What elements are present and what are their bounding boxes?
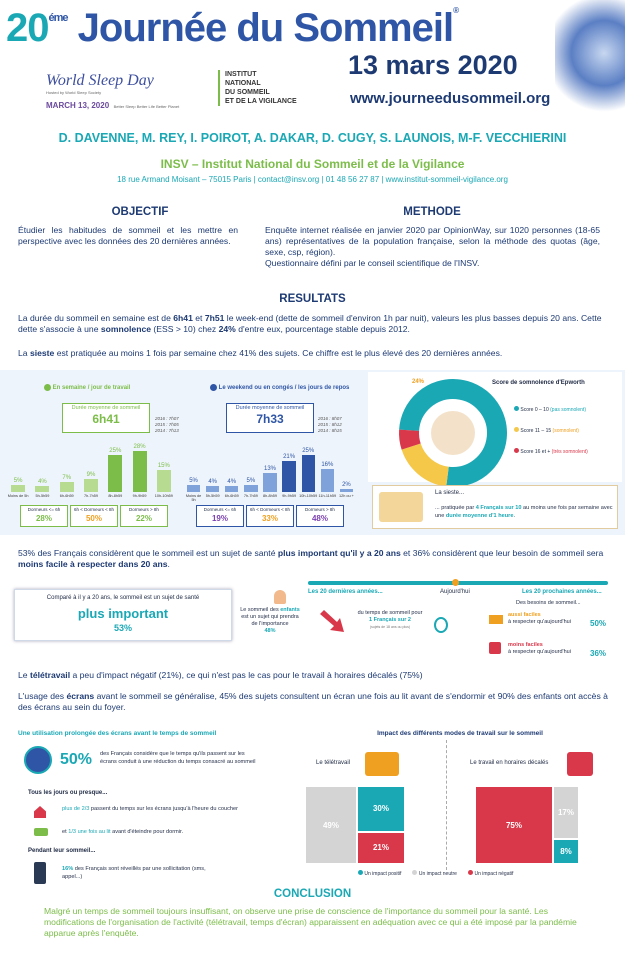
ecrans-paragraph: L'usage des écrans avant le sommeil se généralise, 45% des sujets consultent un écran une fois au lit avant de s'endormir et 90% des enfants ont accès à des écrans au sein du foyer. [18, 691, 608, 712]
weekend-history: 2016 : 8h07 2015 : 8h12 2014 : 8h15 [318, 416, 342, 433]
donut-slice [409, 430, 411, 446]
impact-neutral-segment: 17% [554, 787, 578, 838]
screens-row2: et 1/3 une fois au lit avant d'éteindre pour dormir. [62, 829, 184, 835]
impact-dec-label: Le travail en horaires décalés [470, 760, 549, 766]
screens-pct-text: des Français considère que le temps qu'ils passent sur les écrans conduit à une réduction du temps consacré au sommeil [100, 751, 256, 765]
week-history: 2016 : 7h07 2015 : 7h05 2014 : 7h13 [155, 416, 179, 433]
screens-row1: plus de 2/3 passent du temps sur les écrans jusqu'à l'heure du coucher [62, 806, 238, 812]
bar [60, 482, 74, 492]
bar-category-label: 11h-11h59 [318, 494, 337, 498]
epworth-legend-item: Score 16 et + (très somnolent) [514, 448, 624, 455]
weekend-categories [184, 494, 356, 500]
week-group-mid: 6h < Dormeurs < 8h 50% [70, 505, 118, 527]
week-groups [20, 505, 168, 527]
laptop-worker-icon [365, 752, 399, 776]
sleeping-face-illustration [555, 0, 625, 118]
bar-value-label: 2% [342, 482, 351, 489]
bar-value-label: 25% [109, 448, 122, 455]
resultats-title: RESULTATS [279, 293, 346, 305]
bar [302, 455, 315, 492]
bed-icon [34, 828, 48, 836]
grey-dot-icon [412, 870, 417, 875]
week-group-short: Dormeurs <= 6h 28% [20, 505, 68, 527]
week-categories [6, 494, 176, 500]
blue-dot-icon [210, 384, 217, 391]
smartphone-icon [34, 862, 46, 884]
teletravail-paragraph: Le télétravail a peu d'impact négatif (21%), ce qui n'est pas le cas pour le travail à horaires décalés (75%) [18, 670, 423, 680]
bar-value-label: 25% [302, 448, 315, 455]
bar-category-label: 6h-6h59 [59, 494, 74, 498]
thumbs-down-icon [489, 642, 501, 654]
conclusion-text: Malgré un temps de sommeil toujours insuffisant, on observe une prise de conscience de l'importance du sommeil pour la santé. Les modifications de l'organisation de l'activité (télétravail, temps d'écran) apparaissent en adéquation avec ce qui a été imposé par la pandémie apparue après l'enquête. [44, 906, 577, 938]
impact-tele-label: Le télétravail [316, 760, 351, 766]
event-date: 13 mars 2020 [348, 50, 518, 80]
bar-category-label: 12h ou + [338, 494, 354, 498]
event-title: $20^{éme}$ Journée du Sommeil® [6, 6, 458, 50]
bar-category-label: 10h-10h59 [154, 494, 173, 498]
timeline-past: Les 20 dernières années... [308, 589, 383, 595]
impact-title: Impact des différents modes de travail sur le sommeil [377, 730, 543, 737]
bar [206, 486, 219, 492]
weekend-legend: Le weekend ou en congés / les jours de repos [210, 384, 349, 392]
epworth-donut-chart [395, 375, 511, 491]
bar-value-label: 4% [38, 479, 47, 486]
objectif-text: Étudier les habitudes de sommeil et les mettre en perspective avec les données des 20 dernières années. [18, 225, 238, 246]
bar-value-label: 28% [133, 443, 146, 450]
bar-value-label: 4% [208, 479, 217, 486]
compare-box: Comparé à il y a 20 ans, le sommeil est un sujet de santé plus important 53% [14, 589, 232, 641]
impact-neutral-segment: 49% [306, 787, 356, 863]
screens-pct: 50% [60, 751, 93, 768]
methode-text: Enquête internet réalisée en janvier 2020 par OpinionWay, sur 1020 personnes (18-65 ans) représentatives de la population française, selon la méthode des quotas (âge, sexe, csp, région). Questionnaire défini par le conseil scientifique de l'INSV. [265, 225, 600, 268]
impact-divider [446, 740, 447, 870]
bar-category-label: Moins de 5h [185, 494, 202, 502]
bar-category-label: 10h-10h59 [299, 494, 318, 498]
bar-value-label: 15% [157, 463, 170, 469]
timeline-today-marker [452, 579, 459, 586]
bar [263, 473, 276, 492]
bar-value-label: 5% [246, 477, 256, 484]
sleeper-face-icon [431, 411, 475, 455]
bar-value-label: 16% [321, 461, 334, 468]
bar-value-label: 13% [263, 465, 276, 472]
week-bar-chart [6, 440, 176, 492]
clock-icon [434, 617, 448, 633]
epworth-legend-item: Score 0 – 10 (pas somnolent) [514, 406, 624, 413]
event-url: www.journeedusommeil.org [350, 90, 551, 107]
address: 18 rue Armand Moisant – 75015 Paris | contact@insv.org | 01 48 56 27 87 | www.institut-sommeil-vigilance.org [117, 175, 508, 184]
bar-category-label: 9h-9h59 [282, 494, 297, 498]
authors: D. DAVENNE, M. REY, I. POIROT, A. DAKAR, D. CUGY, S. LAUNOIS, M-F. VECCHIERINI [58, 131, 567, 145]
bar [282, 461, 295, 492]
bar-value-label: 9% [86, 471, 96, 478]
red-dot-icon [468, 870, 473, 875]
epworth-legend-item: Score 11 – 15 (somnolent) [514, 427, 624, 434]
resultats-p2: La sieste est pratiquée au moins 1 fois par semaine chez 41% des sujets. Ce chiffre est le plus élevé des 20 dernières années. [18, 348, 503, 358]
besoins-title: Des besoins de sommeil... [516, 600, 581, 606]
timeline-now: Aujourd'hui [440, 589, 470, 595]
besoins-hard: moins faciles à respecter qu'aujourd'hui [508, 642, 571, 655]
bar-category-label: 7h-7h59 [84, 494, 98, 498]
house-icon [34, 806, 46, 818]
timeline-future: Les 20 prochaines années... [522, 589, 602, 595]
besoins-hard-value: 36% [590, 649, 607, 658]
bar [133, 451, 147, 492]
resultats-p1: La durée du sommeil en semaine est de 6h41 et 7h51 le week-end (dette de sommeil d'environ 1h par nuit), valeurs les plus basses depuis 20 ans. Cette dette s'associe à une somnolence (ESS > 10) chez 24% d'entre eux, pourcentage stable depuis 2012. [18, 313, 602, 334]
bar [321, 469, 334, 492]
screens-row3: 16% des Français sont réveillés par une sollicitation (sms, appel...) [62, 866, 206, 880]
bar [187, 485, 200, 492]
green-dot-icon [44, 384, 51, 391]
insv-logo: INSTITUT NATIONAL DU SOMMEIL ET DE LA VIGILANCE [218, 70, 338, 106]
week-avg-box: Durée moyenne de sommeil 6h41 [62, 403, 150, 433]
enfants-text: Le sommeil des enfants est un sujet qui prendra de l'importance 48% [240, 607, 300, 634]
week-group-long: Dormeurs > 8h 22% [120, 505, 168, 527]
bar-category-label: Moins de 5h [7, 494, 29, 498]
objectif-title: OBJECTIF [111, 206, 169, 218]
epworth-title: Score de somnolence d'Epworth [492, 380, 585, 386]
weekend-bar-chart [184, 440, 356, 492]
conclusion-title: CONCLUSION [273, 888, 352, 900]
weekend-group-short: Dormeurs <= 6h 19% [196, 505, 244, 527]
bar-value-label: 21% [283, 454, 296, 461]
sieste-title: La sieste... [435, 490, 465, 496]
week-legend: En semaine / jour de travail [44, 384, 130, 392]
impact-negative-segment: 75% [476, 787, 552, 863]
bar-category-label: 6h-6h59 [224, 494, 239, 498]
impact-tele-chart [306, 787, 408, 863]
duree-text: du temps de sommeil pour 1 Français sur 2 (sujets de 18 ans ou plus) [357, 610, 423, 629]
teal-dot-icon [358, 870, 363, 875]
weekend-group-mid: 6h < Dormeurs < 8h 33% [246, 505, 294, 527]
bar-category-label: 5h-5h59 [35, 494, 50, 498]
sieste-box [372, 485, 618, 529]
sofa-nap-icon [379, 492, 423, 522]
sieste-text: ... pratiquée par 4 Français sur 10 au moins une fois par semaine avec une durée moyenne d'1 heure. [435, 505, 613, 519]
bar [340, 489, 353, 492]
screens-sub2: Pendant leur sommeil... [28, 848, 96, 854]
weekend-group-long: Dormeurs > 8h 48% [296, 505, 344, 527]
impact-positive-segment: 30% [358, 787, 404, 831]
bar-category-label: 8h-8h59 [108, 494, 123, 498]
epworth-pct: 24% [412, 379, 425, 385]
bar [108, 455, 122, 492]
bar [157, 470, 171, 492]
bar-value-label: 5% [189, 477, 198, 484]
bar-value-label: 4% [227, 479, 237, 486]
calendar-clock-icon [567, 752, 593, 776]
bar-value-label: 5% [13, 477, 23, 484]
red-dot-icon [514, 448, 519, 453]
weekend-avg-box: Durée moyenne de sommeil 7h33 [226, 403, 314, 433]
impact-negative-segment: 21% [358, 833, 404, 863]
equal-icon [489, 615, 503, 624]
epworth-legend [514, 406, 624, 455]
bar [35, 486, 49, 492]
weekend-groups [196, 505, 344, 527]
impact-positive-segment: 8% [554, 840, 578, 863]
bar-category-label: 5h-5h59 [205, 494, 220, 498]
bar-value-label: 7% [62, 474, 72, 481]
impact-legend: Un impact positif Un impact neutre Un impact négatif [358, 870, 608, 877]
sante-paragraph: 53% des Français considèrent que le sommeil est un sujet de santé plus important qu'il y a 20 ans et 36% considèrent que leur besoin de sommeil sera moins facile à respecter dans 20 ans. [18, 548, 604, 569]
screens-title: Une utilisation prolongée des écrans avant le temps de sommeil [18, 730, 217, 737]
organization: INSV – Institut National du Sommeil et de la Vigilance [160, 157, 465, 171]
stopwatch-icon [24, 746, 52, 774]
bar-category-label: 9h-9h59 [132, 494, 147, 498]
bar-category-label: 8h-8h59 [263, 494, 277, 498]
teal-dot-icon [514, 406, 519, 411]
screens-sub1: Tous les jours ou presque... [28, 790, 108, 796]
impact-dec-chart [476, 787, 578, 863]
yellow-dot-icon [514, 427, 519, 432]
besoins-easy: aussi faciles à respecter qu'aujourd'hui [508, 612, 571, 625]
bar [225, 486, 238, 492]
bar [11, 485, 25, 492]
methode-title: METHODE [403, 206, 461, 218]
besoins-easy-value: 50% [590, 619, 607, 628]
world-sleep-day-logo: World Sleep Day Hosted by World Sleep Society MARCH 13, 2020 Better Sleep Better Life Better Planet [46, 72, 180, 110]
child-icon [274, 590, 286, 604]
bar [84, 479, 98, 492]
bar-category-label: 7h-7h59 [243, 494, 258, 498]
bar [244, 485, 257, 492]
